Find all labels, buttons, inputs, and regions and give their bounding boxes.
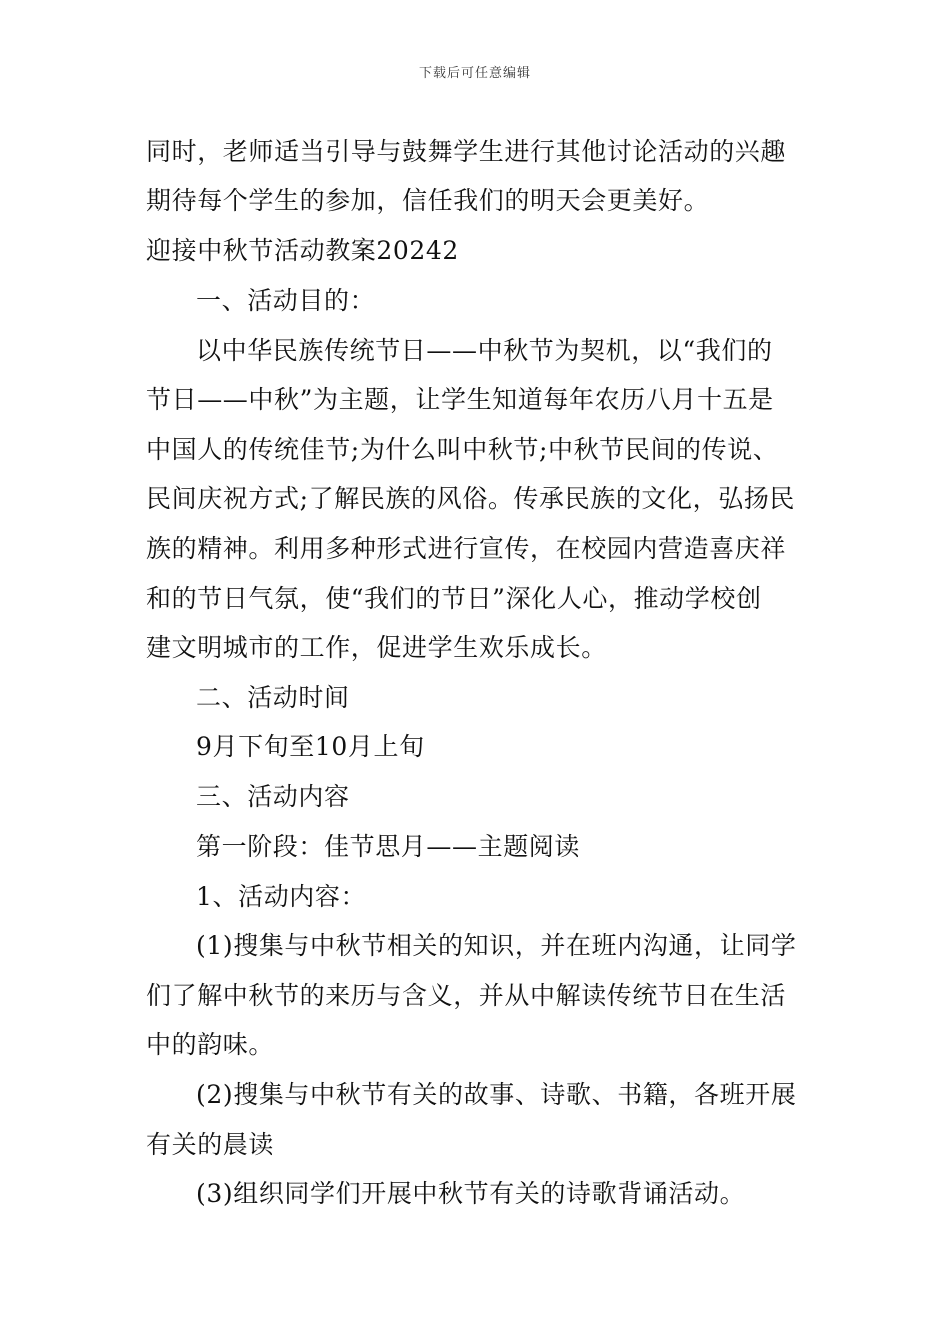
paragraph-line: (3)组织同学们开展中秋节有关的诗歌背诵活动。 — [196, 1179, 746, 1208]
paragraph-line: 中国人的传统佳节;为什么叫中秋节;中秋节民间的传说、 — [146, 435, 779, 464]
heading-line: 一、活动目的： — [196, 286, 376, 315]
paragraph-line: (1)搜集与中秋节相关的知识，并在班内沟通，让同学 — [196, 931, 797, 960]
paragraph-line: 中的韵味。 — [146, 1030, 275, 1059]
heading-line: 二、活动时间 — [196, 683, 350, 712]
paragraph-line: 和的节日气氛，使“我们的节日”深化人心，推动学校创 — [146, 584, 762, 613]
paragraph-line: 同时，老师适当引导与鼓舞学生进行其他讨论活动的兴趣 — [146, 137, 787, 166]
paragraph-line: 9月下旬至10月上旬 — [196, 732, 425, 761]
paragraph-line: 有关的晨读 — [146, 1130, 275, 1159]
heading-line: 第一阶段：佳节思月——主题阅读 — [196, 832, 581, 861]
paragraph-line: 节日——中秋”为主题，让学生知道每年农历八月十五是 — [146, 385, 774, 414]
section-title: 迎接中秋节活动教案20242 — [146, 236, 459, 265]
paragraph-line: 建文明城市的工作，促进学生欢乐成长。 — [146, 633, 607, 662]
paragraph-line: (2)搜集与中秋节有关的故事、诗歌、书籍，各班开展 — [196, 1080, 797, 1109]
heading-line: 1、活动内容： — [196, 882, 367, 911]
paragraph-line: 民间庆祝方式;了解民族的风俗。传承民族的文化，弘扬民 — [146, 484, 796, 513]
page-header: 下载后可任意编辑 — [418, 66, 531, 81]
heading-line: 三、活动内容 — [196, 782, 350, 811]
paragraph-line: 以中华民族传统节日——中秋节为契机，以“我们的 — [196, 336, 773, 365]
paragraph-line: 们了解中秋节的来历与含义，并从中解读传统节日在生活 — [146, 981, 787, 1010]
paragraph-line: 期待每个学生的参加，信任我们的明天会更美好。 — [146, 186, 710, 215]
paragraph-line: 族的精神。利用多种形式进行宣传，在校园内营造喜庆祥 — [146, 534, 787, 563]
